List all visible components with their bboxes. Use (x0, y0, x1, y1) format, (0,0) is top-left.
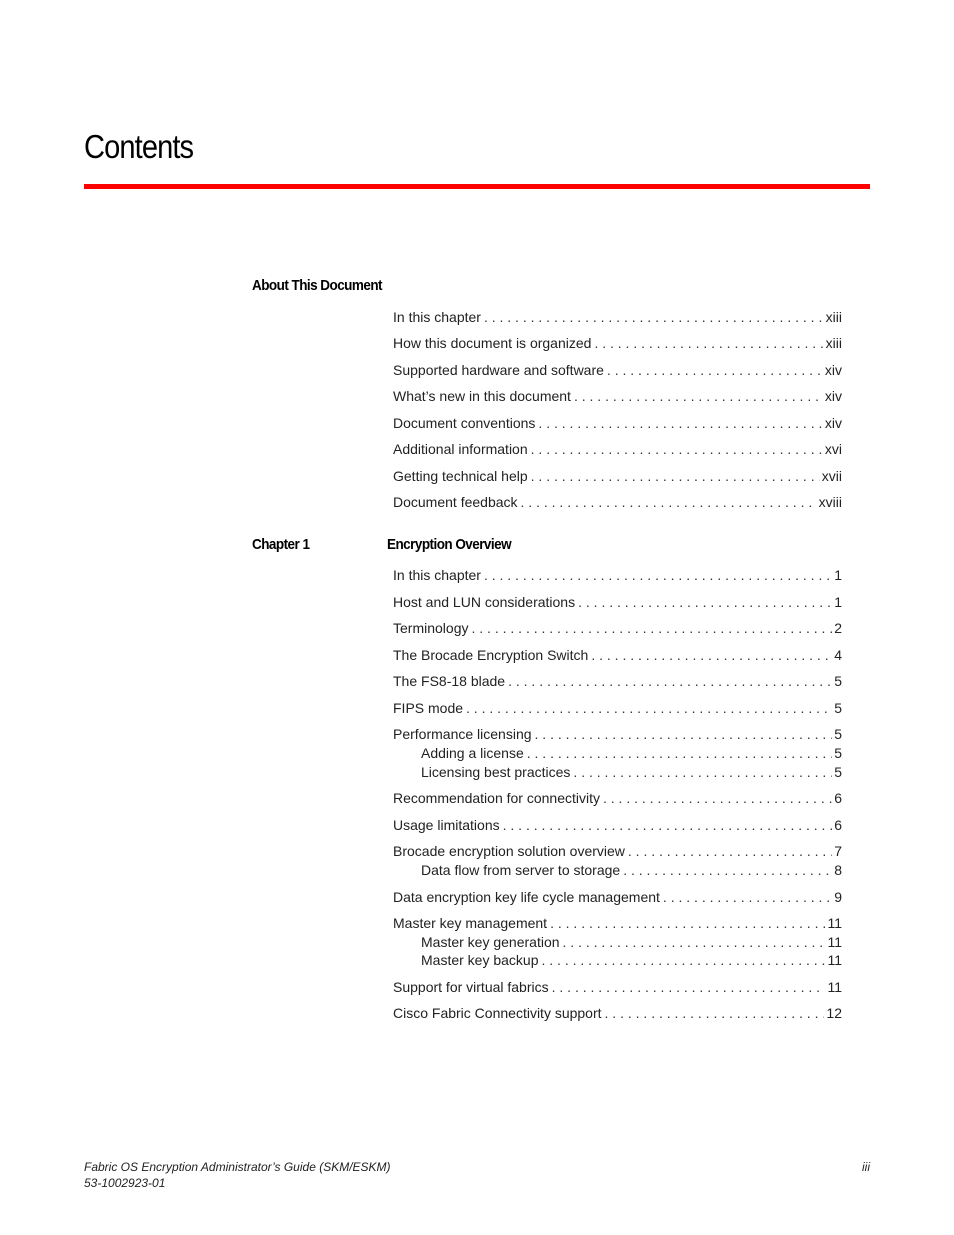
dot-leader (503, 816, 833, 834)
entry-page-number: 1 (834, 567, 842, 583)
footer-doc-number: 53-1002923-01 (84, 1176, 166, 1190)
dot-leader (578, 593, 832, 611)
entry-title: Terminology (393, 620, 469, 636)
toc-entry[interactable] (393, 888, 842, 906)
entry-title: How this document is organized (393, 335, 592, 351)
dot-leader (574, 387, 823, 405)
dot-leader (573, 763, 832, 781)
entry-page-number: xiii (825, 309, 842, 325)
toc-entry[interactable] (393, 566, 842, 584)
entry-page-number: 5 (834, 726, 842, 742)
toc-subentry[interactable] (421, 861, 842, 879)
entry-title: Getting technical help (393, 468, 528, 484)
toc-entry[interactable] (393, 1004, 842, 1022)
entry-page-number: 11 (827, 915, 842, 931)
entry-title: Master key backup (421, 952, 539, 968)
entry-title: FIPS mode (393, 700, 464, 716)
entry-title: Cisco Fabric Connectivity support (393, 1005, 602, 1021)
entry-title: Additional information (393, 441, 528, 457)
entry-title: Recommendation for connectivity (393, 790, 600, 806)
entry-title: Master key management (393, 915, 548, 931)
entry-page-number: xiii (825, 335, 842, 351)
entry-title: Document feedback (393, 494, 518, 510)
entry-title: Licensing best practices (421, 764, 571, 780)
dot-leader (521, 493, 817, 511)
dot-leader (623, 861, 832, 879)
dot-leader (591, 646, 832, 664)
entry-title: Document conventions (393, 415, 536, 431)
entry-page-number: xiv (824, 388, 842, 404)
toc-subentry[interactable] (421, 763, 842, 781)
entry-page-number: 5 (834, 673, 842, 689)
entry-title: Master key generation (421, 934, 560, 950)
entry-page-number: 9 (834, 889, 842, 905)
dot-leader (552, 978, 826, 996)
entry-page-number: 7 (834, 843, 842, 859)
toc-subentry[interactable] (421, 951, 842, 969)
entry-page-number: 11 (827, 952, 842, 968)
entry-title: Host and LUN considerations (393, 594, 576, 610)
dot-leader (531, 467, 820, 485)
dot-leader (527, 744, 832, 762)
entry-page-number: xiv (824, 415, 842, 431)
section-label: Chapter 1 (252, 536, 310, 553)
dot-leader (550, 914, 825, 932)
entry-title: Performance licensing (393, 726, 532, 742)
toc-entry[interactable] (393, 646, 842, 664)
entry-title: Adding a license (421, 745, 524, 761)
entry-title: What’s new in this document (393, 388, 571, 404)
toc-entry[interactable] (393, 914, 842, 932)
toc-entry[interactable] (393, 440, 842, 458)
dot-leader (535, 725, 833, 743)
section-title[interactable]: About This Document (252, 277, 382, 294)
dot-leader (508, 672, 832, 690)
entry-page-number: 8 (834, 862, 842, 878)
toc-entry[interactable] (393, 414, 842, 432)
entry-page-number: 2 (834, 620, 842, 636)
entry-page-number: 4 (834, 647, 842, 663)
entry-title: In this chapter (393, 309, 481, 325)
toc-entry[interactable] (393, 672, 842, 690)
dot-leader (542, 951, 826, 969)
entry-page-number: xvi (824, 441, 842, 457)
dot-leader (471, 619, 832, 637)
toc-entry[interactable] (393, 467, 842, 485)
dot-leader (603, 789, 832, 807)
entry-page-number: 5 (834, 745, 842, 761)
toc-subentry[interactable] (421, 744, 842, 762)
entry-title: Data flow from server to storage (421, 862, 621, 878)
toc-entry[interactable] (393, 816, 842, 834)
entry-page-number: xvii (821, 468, 842, 484)
entry-page-number: 5 (834, 700, 842, 716)
dot-leader (466, 699, 832, 717)
toc-entry[interactable] (393, 842, 842, 860)
dot-leader (484, 566, 832, 584)
entry-title: The Brocade Encryption Switch (393, 647, 589, 663)
dot-leader (594, 334, 823, 352)
footer-doc-title: Fabric OS Encryption Administrator’s Guide (SKM/ESKM) (84, 1160, 391, 1174)
section-title[interactable]: Encryption Overview (387, 536, 512, 553)
entry-page-number: 6 (834, 817, 842, 833)
toc-entry[interactable] (393, 308, 842, 326)
dot-leader (607, 361, 823, 379)
entry-title: Support for virtual fabrics (393, 979, 549, 995)
entry-page-number: 12 (826, 1005, 842, 1021)
dot-leader (628, 842, 832, 860)
dot-leader (663, 888, 832, 906)
toc-entry[interactable] (393, 789, 842, 807)
toc-entry[interactable] (393, 361, 842, 379)
toc-subentry[interactable] (421, 933, 842, 951)
toc-entry[interactable] (393, 699, 842, 717)
dot-leader (563, 933, 826, 951)
dot-leader (605, 1004, 825, 1022)
entry-title: In this chapter (393, 567, 481, 583)
entry-page-number: xviii (818, 494, 842, 510)
entry-page-number: 5 (834, 764, 842, 780)
toc-entry[interactable] (393, 334, 842, 352)
entry-title: Brocade encryption solution overview (393, 843, 625, 859)
entry-title: Data encryption key life cycle management (393, 889, 660, 905)
page-title: Contents (84, 128, 194, 165)
entry-page-number: 6 (834, 790, 842, 806)
toc-entry[interactable] (393, 493, 842, 511)
toc-entry[interactable] (393, 619, 842, 637)
entry-page-number: 11 (827, 934, 842, 950)
toc-entry[interactable] (393, 593, 842, 611)
entry-title: Usage limitations (393, 817, 500, 833)
dot-leader (484, 308, 824, 326)
title-rule (84, 184, 870, 189)
toc-entry[interactable] (393, 725, 842, 743)
toc-entry[interactable] (393, 387, 842, 405)
entry-page-number: xiv (824, 362, 842, 378)
dot-leader (538, 414, 822, 432)
entry-title: The FS8-18 blade (393, 673, 506, 689)
dot-leader (531, 440, 823, 458)
toc-entry[interactable] (393, 978, 842, 996)
entry-page-number: 1 (834, 594, 842, 610)
entry-page-number: 11 (827, 979, 842, 995)
entry-title: Supported hardware and software (393, 362, 604, 378)
footer-page-number: iii (862, 1160, 870, 1174)
